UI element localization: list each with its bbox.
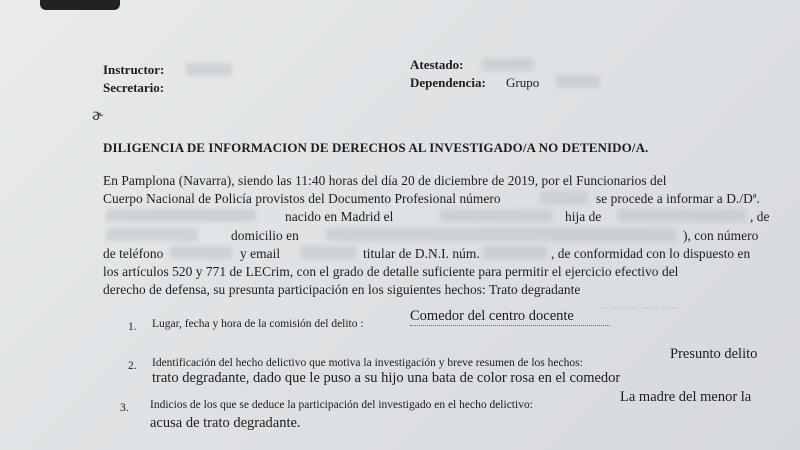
handwritten-mark: ɚ (92, 104, 104, 124)
body-line-6: los artículos 520 y 771 de LECrim, con el grado de detalle suficiente para permitir el ejercicio efectivo del (103, 264, 679, 279)
body-line-4b: ), con número (683, 228, 759, 243)
address-redacted (326, 225, 676, 243)
dependencia-value: Grupo (506, 75, 540, 90)
atestado-label: Atestado: (410, 57, 464, 72)
dp-number-redacted (540, 188, 588, 206)
body-line-2a: Cuerpo Nacional de Policía provistos del Documento Profesional número (103, 191, 501, 206)
atestado-redacted (482, 55, 534, 73)
item-1-label: Lugar, fecha y hora de la comisión del delito : (152, 318, 364, 330)
item-1-number: 1. (128, 321, 137, 333)
birth-date-redacted (440, 206, 552, 224)
body-line-3c: , de (750, 209, 770, 224)
document-title: DILIGENCIA DE INFORMACION DE DERECHOS AL INVESTIGADO/A NO DETENIDO/A. (103, 140, 649, 155)
item-1-value: Comedor del centro docente (410, 308, 574, 324)
dni-redacted (483, 243, 547, 261)
parent-name-redacted (618, 206, 746, 224)
body-line-5d: , de conformidad con lo dispuesto en (551, 246, 751, 261)
item-2-number: 2. (128, 360, 137, 372)
investigated-name-redacted (106, 206, 256, 224)
secretario-label: Secretario: (103, 80, 165, 95)
dependencia-label: Dependencia: (410, 75, 486, 90)
instructor-redacted (186, 60, 232, 78)
item-3-label: Indicios de los que se deduce la participación del investigado en el hecho delictivo: (150, 399, 533, 411)
item-2-label: Identificación del hecho delictivo que motiva la investigación y breve resumen de los hechos: (152, 357, 583, 369)
logo-fragment (40, 0, 120, 10)
item-1-underline (410, 325, 610, 326)
dependencia-redacted (556, 72, 600, 90)
body-line-4a: domicilio en (231, 228, 299, 243)
item-2-value: Presunto delito (670, 346, 758, 362)
body-line-3b: hija de (565, 209, 602, 224)
body-line-7: derecho de defensa, su presunta participación en los siguientes hechos: Trato degradante (103, 282, 581, 297)
item-2-continuation: trato degradante, dado que le puso a su hijo una bata de color rosa en el comedor (152, 370, 621, 386)
body-line-5a: de teléfono (103, 246, 164, 261)
item-3-continuation: acusa de trato degradante. (150, 415, 301, 431)
prefix-redacted (106, 225, 198, 243)
email-redacted (300, 243, 356, 261)
item-3-value: La madre del menor la (620, 389, 752, 405)
item-3-number: 3. (120, 402, 129, 414)
instructor-label: Instructor: (103, 62, 165, 77)
phone-redacted (170, 243, 232, 261)
body-line-5b: y email (240, 246, 281, 261)
bleed-through-text: ~ ~ ~ ~ ~ ~ ~ ~ (600, 300, 680, 315)
body-line-3a: nacido en Madrid el (285, 209, 394, 224)
body-line-2b: se procede a informar a D./Dª. (596, 191, 760, 206)
body-line-1: En Pamplona (Navarra), siendo las 11:40 horas del día 20 de diciembre de 2019, por el Funcionarios del (103, 173, 667, 188)
body-line-5c: titular de D.N.I. núm. (363, 246, 480, 261)
